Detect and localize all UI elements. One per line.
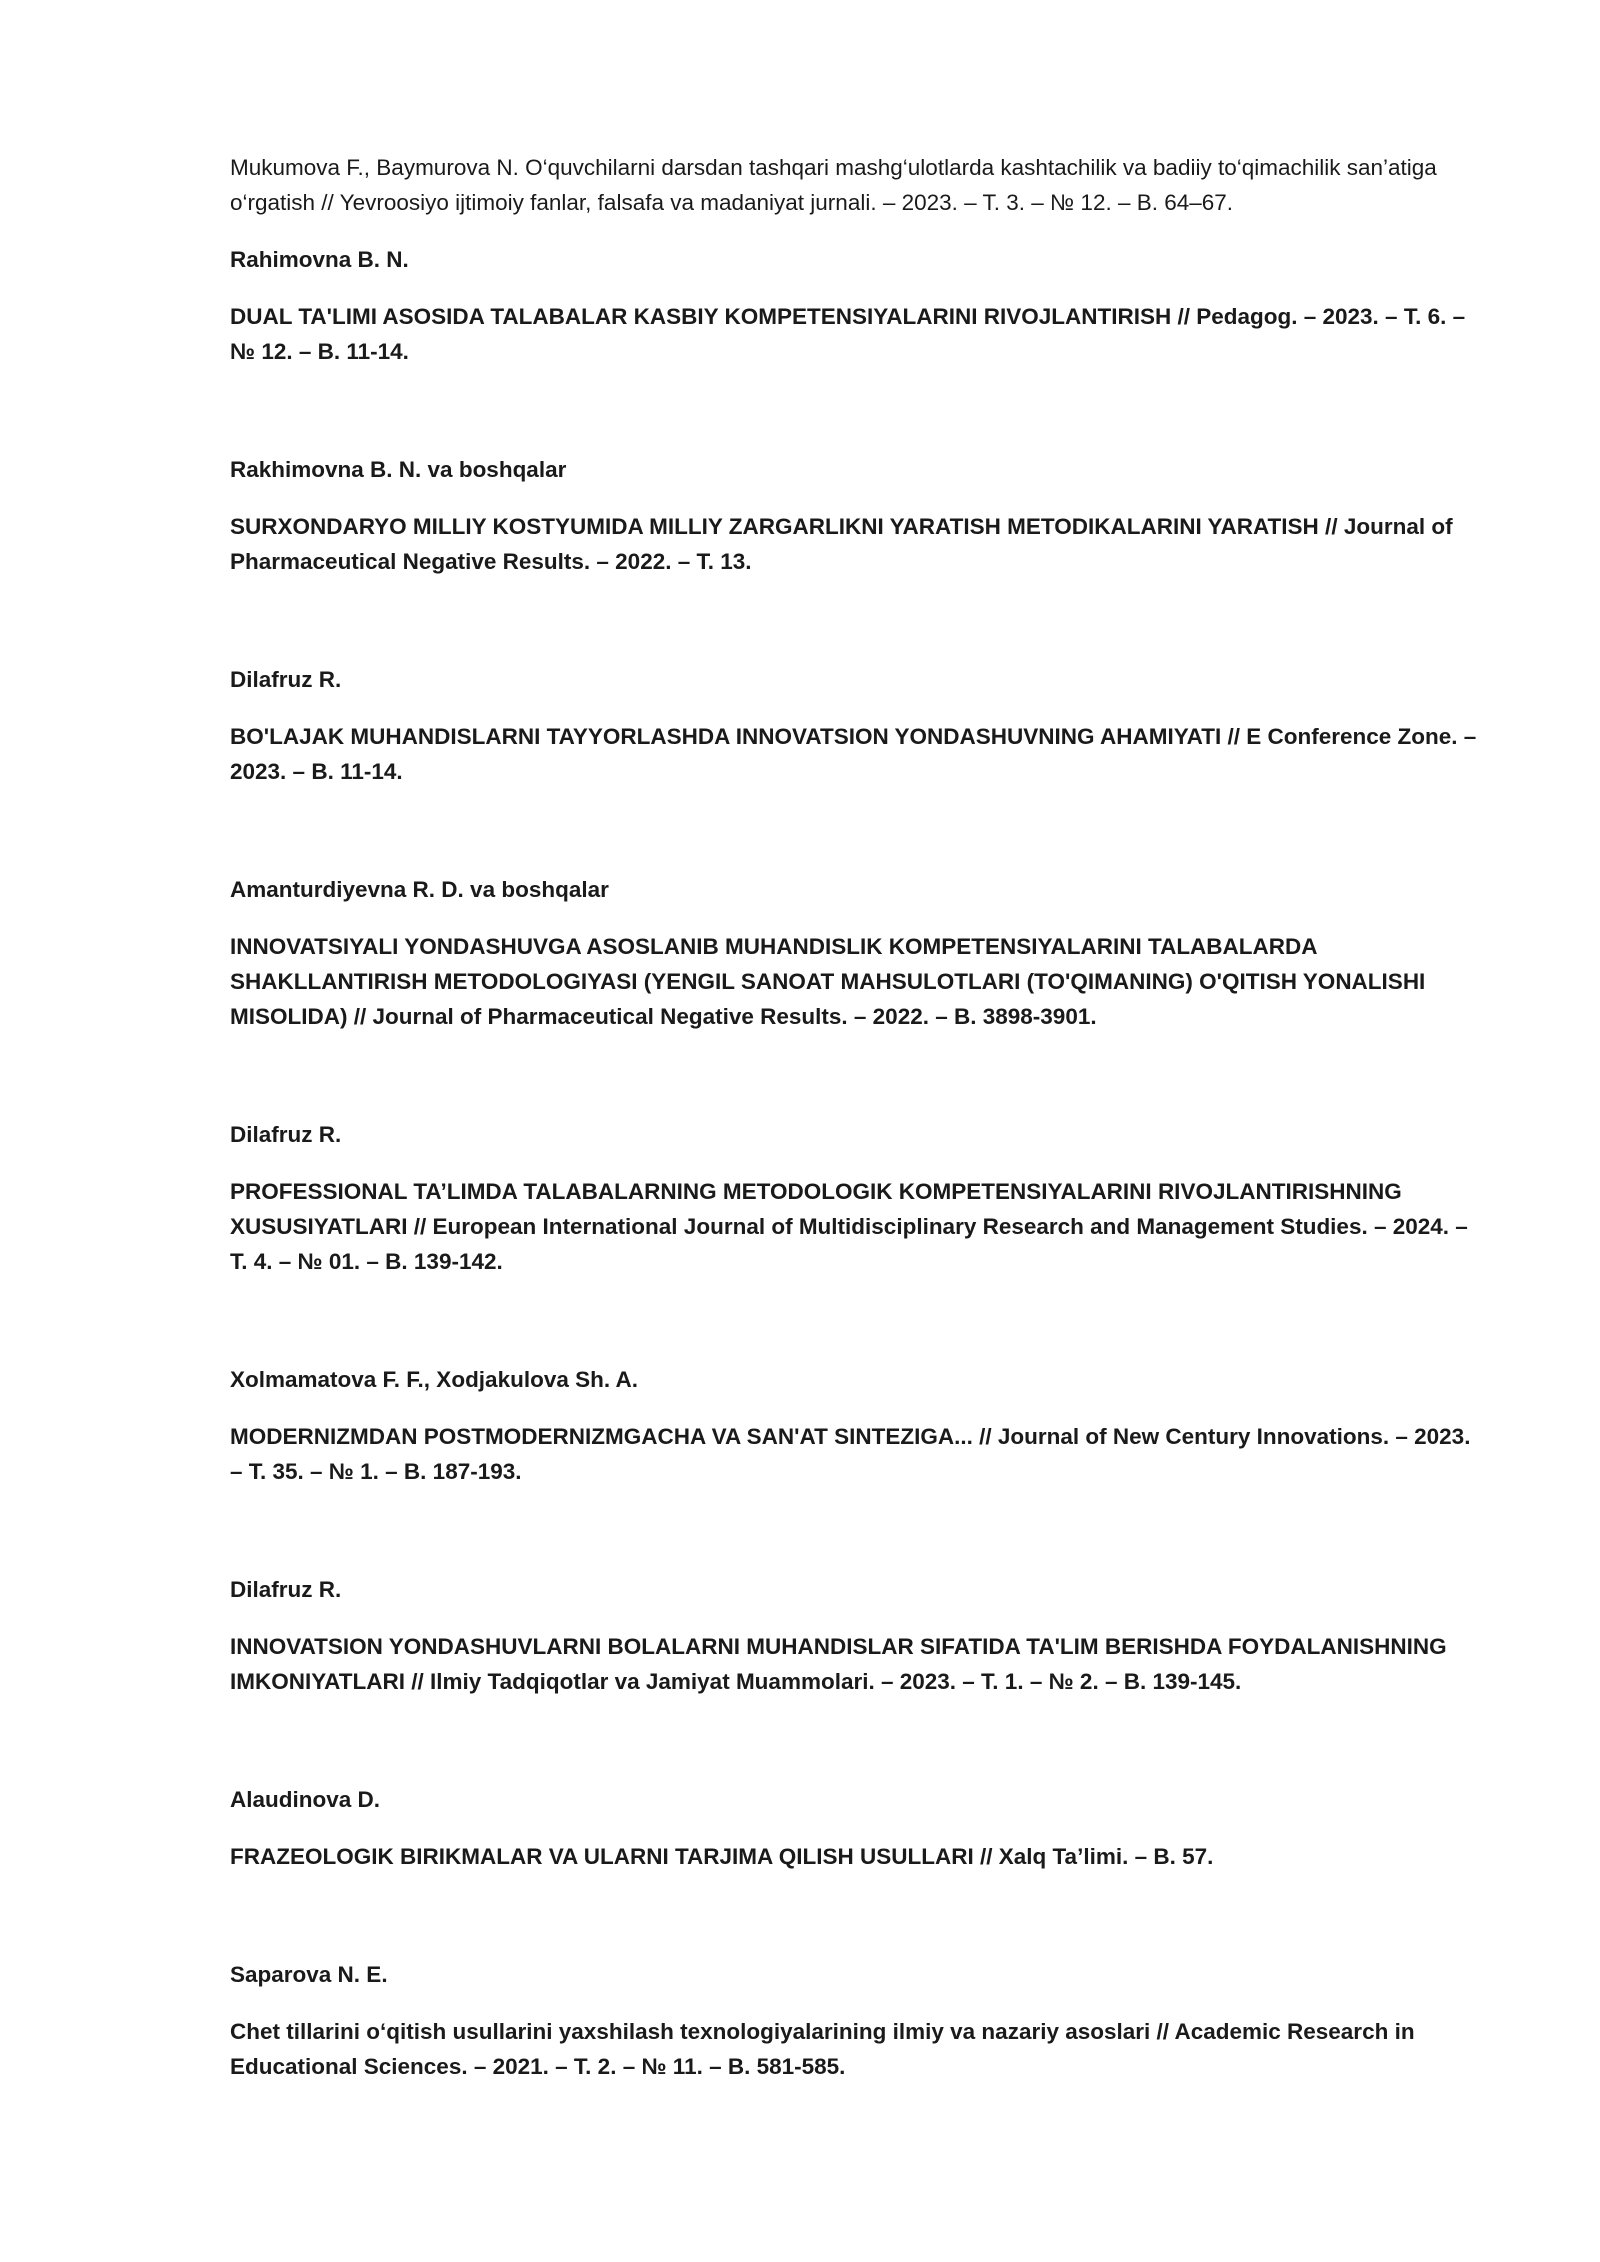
reference-author: Xolmamatova F. F., Xodjakulova Sh. A. <box>230 1367 639 1392</box>
reference-author: Amanturdiyevna R. D. va boshqalar <box>230 877 609 902</box>
reference-title: PROFESSIONAL TA’LIMDA TALABALARNING METODOLOGIK KOMPETENSIYALARINI RIVOJLANTIRISHNING XUSUSIYATLARI // European International Journal of Multidisciplinary Research and Management Studies. – 2024. – T. 4. – № 01. – B. 139-142. <box>230 1179 1468 1274</box>
reference-title: Chet tillarini o‘qitish usullarini yaxshilash texnologiyalarining ilmiy va nazariy asoslari // Academic Research in Educational Sciences. – 2021. – T. 2. – № 11. – B. 581-585. <box>230 2019 1415 2079</box>
reference-title: MODERNIZMDAN POSTMODERNIZMGACHA VA SAN'AT SINTEZIGA... // Journal of New Century Innovations. – 2023. – T. 35. – № 1. – B. 187-193. <box>230 1424 1471 1484</box>
reference-title: FRAZEOLOGIK BIRIKMALAR VA ULARNI TARJIMA QILISH USULLARI // Xalq Ta’limi. – B. 57. <box>230 1844 1214 1869</box>
reference-list <box>230 150 1480 2167</box>
reference-author: Dilafruz R. <box>230 667 342 692</box>
reference-intro-text: Mukumova F., Baymurova N. O‘quvchilarni darsdan tashqari mashg‘ulotlarda kashtachilik va badiiy to‘qimachilik san’atiga o‘rgatish // Yevroosiyo ijtimoiy fanlar, falsafa va madaniyat jurnali. – 2023. – T. 3. – № 12. – B. 64–67. <box>230 155 1437 215</box>
reference-author: Rahimovna B. N. <box>230 247 409 272</box>
reference-author: Saparova N. E. <box>230 1962 388 1987</box>
reference-title: INNOVATSION YONDASHUVLARNI BOLALARNI MUHANDISLAR SIFATIDA TA'LIM BERISHDA FOYDALANISHNING IMKONIYATLARI // Ilmiy Tadqiqotlar va Jamiyat Muammolari. – 2023. – T. 1. – № 2. – B. 139-145. <box>230 1634 1447 1694</box>
reference-title: BO'LAJAK MUHANDISLARNI TAYYORLASHDA INNOVATSION YONDASHUVNING AHAMIYATI // E Conference Zone. – 2023. – B. 11-14. <box>230 724 1477 784</box>
reference-title: INNOVATSIYALI YONDASHUVGA ASOSLANIB MUHANDISLIK KOMPETENSIYALARINI TALABALARDA SHAKLLANTIRISH METODOLOGIYASI (YENGIL SANOAT MAHSULOTLARI (TO'QIMANING) O'QITISH YONALISHI MISOLIDA) // Journal of Pharmaceutical Negative Results. – 2022. – B. 3898-3901. <box>230 934 1426 1029</box>
reference-author: Dilafruz R. <box>230 1577 342 1602</box>
reference-title: SURXONDARYO MILLIY KOSTYUMIDA MILLIY ZARGARLIKNI YARATISH METODIKALARINI YARATISH // Journal of Pharmaceutical Negative Results. – 2022. – T. 13. <box>230 514 1453 574</box>
reference-title: DUAL TA'LIMI ASOSIDA TALABALAR KASBIY KOMPETENSIYALARINI RIVOJLANTIRISH // Pedagog. – 2023. – T. 6. – № 12. – B. 11-14. <box>230 304 1466 364</box>
reference-author: Alaudinova D. <box>230 1787 381 1812</box>
reference-author: Dilafruz R. <box>230 1122 342 1147</box>
reference-author: Rakhimovna B. N. va boshqalar <box>230 457 567 482</box>
